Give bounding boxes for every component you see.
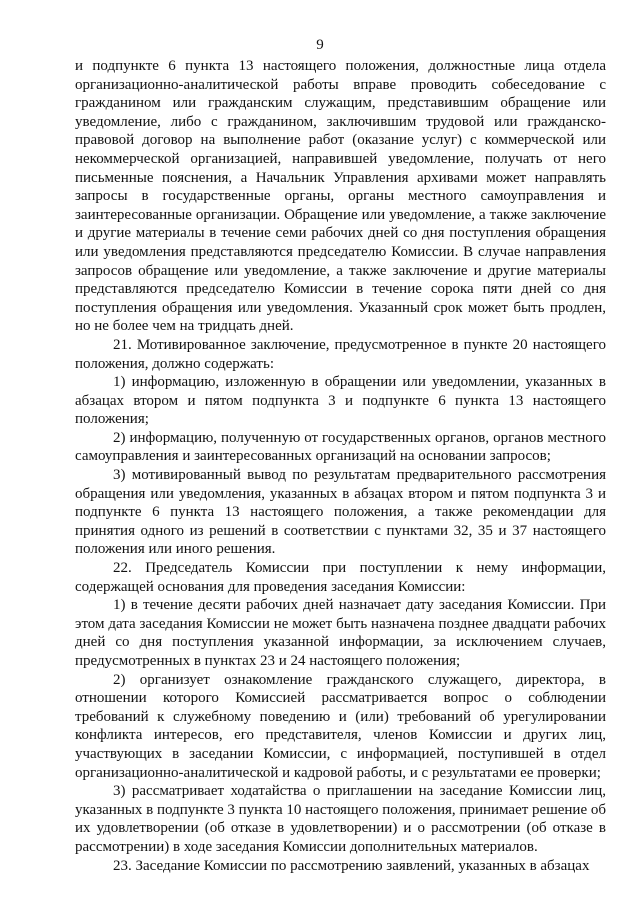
- paragraph-22-item-3: 3) рассматривает ходатайства о приглашении на заседание Комиссии лиц, указанных в подпункте 3 пункта 10 настоящего положения, принимает решение об их удовлетворении (об отказе в удовлетворении) и о рассмотрении (об отказе в рассмотрении) в ходе заседания Комиссии дополнительных материалов.: [75, 783, 606, 855]
- paragraph-22-item-1: 1) в течение десяти рабочих дней назначает дату заседания Комиссии. При этом дата заседания Комиссии не может быть назначена позднее двадцати рабочих дней со дня поступления указанной информации, за исключением случаев, предусмотренных в пунктах 23 и 24 настоящего положения;: [75, 597, 606, 669]
- paragraph-21-item-2: 2) информацию, полученную от государственных органов, органов местного самоуправления и заинтересованных организаций на основании запросов;: [75, 429, 606, 465]
- page-number: 9: [316, 37, 324, 53]
- paragraph-21-item-1: 1) информацию, изложенную в обращении или уведомлении, указанных в абзацах втором и пятом подпункта 3 и подпункте 6 пункта 13 настоящего положения;: [75, 374, 606, 428]
- paragraph-21-item-3: 3) мотивированный вывод по результатам предварительного рассмотрения обращения или уведомления, указанных в абзацах втором и пятом подпункта 3 и подпункте 6 пункта 13 настоящего положения, а также рекомендации для принятия одного из решений в соответствии с пунктами 32, 35 и 37 настоящего положения или иного решения.: [75, 467, 606, 558]
- document-body: [75, 57, 606, 875]
- paragraph-21: 21. Мотивированное заключение, предусмотренное в пункте 20 настоящего положения, должно содержать:: [75, 336, 606, 372]
- paragraph-23: 23. Заседание Комиссии по рассмотрению заявлений, указанных в абзацах: [113, 857, 590, 874]
- paragraph-22: 22. Председатель Комиссии при поступлении к нему информации, содержащей основания для проведения заседания Комиссии:: [75, 560, 606, 595]
- paragraph-22-item-2: 2) организует ознакомление гражданского служащего, директора, в отношении которого Комиссией рассматривается вопрос о соблюдении требований к служебному поведению и (или) требований об урегулировании конфликта интересов, его представителя, членов Комиссии и других лиц, участвующих в заседании Комиссии, с информацией, поступившей в отдел организационно-аналитической и кадровой работы, и с результатами ее проверки;: [75, 671, 606, 781]
- paragraph-continuation-20: и подпункте 6 пункта 13 настоящего положения, должностные лица отдела организационно-аналитической работы вправе проводить собеседование с гражданином или гражданским служащим, представившим обращение или уведомление, либо с гражданином, заключившим трудовой или гражданско-правовой договор на выполнение работ (оказание услуг) с коммерческой или некоммерческой организацией, направившей уведомление, получать от него письменные пояснения, а Начальник Управления архивами может направлять запросы в государственные органы, органы местного самоуправления и заинтересованные организации. Обращение или уведомление, а также заключение и другие материалы в течение семи рабочих дней со дня поступления обращения или уведомления представляются председателю Комиссии. В случае направления запросов обращение или уведомление, а также заключение и другие материалы представляются председателю Комиссии в течение сорока пяти дней со дня поступления обращения или уведомления. Указанный срок может быть продлен, но не более чем на тридцать дней.: [75, 58, 606, 335]
